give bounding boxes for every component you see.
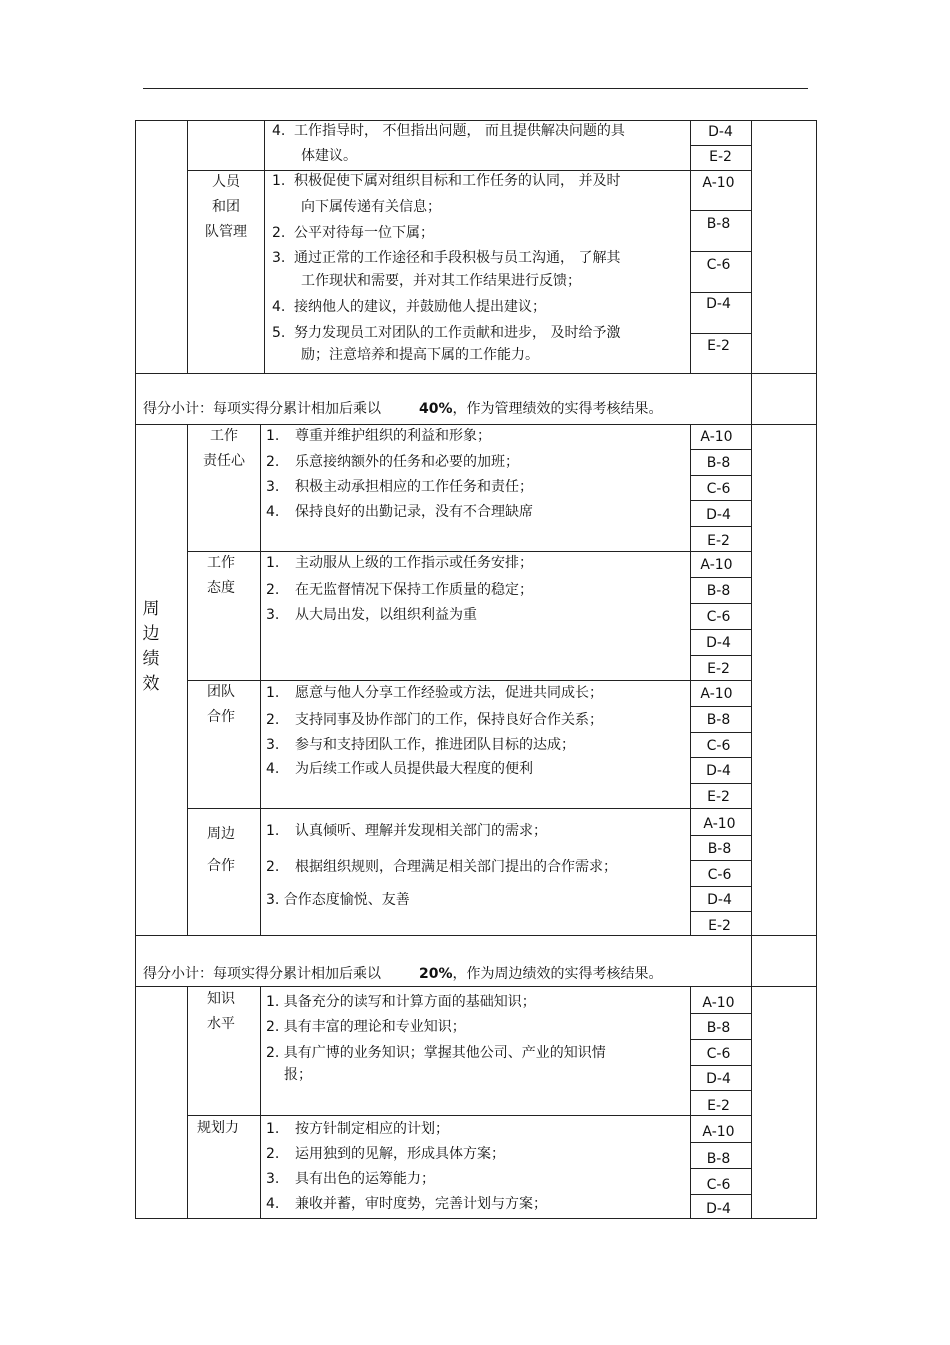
grid-line — [135, 1218, 816, 1219]
grid-line — [135, 120, 816, 121]
criterion-item: 3. 积极主动承担相应的工作任务和责任； — [266, 479, 533, 495]
grid-line — [690, 500, 751, 501]
grade-cell: B-8 — [706, 455, 731, 471]
criterion-item: 2. 根据组织规则，合理满足相关部门提出的合作需求； — [266, 859, 617, 875]
grade-cell: C-6 — [706, 609, 731, 625]
grid-line — [690, 210, 751, 211]
grid-line — [187, 1115, 751, 1116]
criterion-item: 3. 具有出色的运筹能力； — [266, 1171, 435, 1187]
subtotal-peripheral: 得分小计：每项实得分累计相加后乘以 20%，作为周边绩效的实得考核结果。 — [143, 966, 663, 982]
grid-line — [690, 603, 751, 604]
grade-cell: E-2 — [709, 149, 732, 165]
grade-cell: E-2 — [707, 338, 730, 354]
grade-cell: C-6 — [706, 1046, 731, 1062]
grade-cell: D-4 — [706, 1201, 731, 1217]
grid-line — [135, 373, 816, 374]
criterion-item: 2. 运用独到的见解，形成具体方案； — [266, 1146, 505, 1162]
grid-line — [690, 1168, 751, 1169]
criterion-item-cont: 体建议。 — [301, 148, 357, 164]
grade-cell: C-6 — [706, 257, 731, 273]
category-char: 效 — [142, 674, 160, 694]
grid-line — [690, 577, 751, 578]
grade-cell: A-10 — [700, 686, 733, 702]
grid-line — [690, 783, 751, 784]
grid-line — [690, 706, 751, 707]
grade-cell: C-6 — [706, 738, 731, 754]
grid-line — [690, 145, 751, 146]
grid-line — [690, 757, 751, 758]
criterion-item: 1. 具备充分的读写和计算方面的基础知识； — [266, 994, 536, 1010]
grid-line — [690, 911, 751, 912]
grade-cell: A-10 — [700, 557, 733, 573]
grade-cell: E-2 — [707, 1098, 730, 1114]
header-rule — [143, 88, 808, 89]
criterion-item: 3. 参与和支持团队工作，推进团队目标的达成； — [266, 737, 575, 753]
grade-cell: C-6 — [706, 481, 731, 497]
grid-line — [690, 655, 751, 656]
category-char: 边 — [142, 624, 160, 644]
criterion-item: 2. 公平对待每一位下属； — [272, 225, 434, 241]
grade-cell: D-4 — [706, 635, 731, 651]
subcategory-teamwork: 团队 合作 — [207, 684, 235, 725]
criterion-item-cont: 报； — [284, 1067, 312, 1083]
criterion-item: 3. 合作态度愉悦、友善 — [266, 892, 410, 908]
grid-line — [690, 251, 751, 252]
grade-cell: D-4 — [706, 1071, 731, 1087]
score-column-divider — [751, 120, 752, 1219]
grid-line — [690, 835, 751, 836]
grid-line — [187, 808, 751, 809]
table-border-right — [816, 120, 817, 1219]
grid-line — [690, 1013, 751, 1014]
grid-line — [690, 732, 751, 733]
grid-line — [690, 1090, 751, 1091]
criterion-item: 1. 积极促使下属对组织目标和工作任务的认同， 并及时 — [272, 173, 621, 189]
grid-line — [690, 629, 751, 630]
criterion-item: 2. 具有丰富的理论和专业知识； — [266, 1019, 466, 1035]
grid-line — [690, 1142, 751, 1143]
table-border-left — [135, 120, 136, 1219]
grid-line — [690, 860, 751, 861]
criterion-item-cont: 励；注意培养和提高下属的工作能力。 — [301, 347, 539, 363]
grade-cell: B-8 — [706, 712, 731, 728]
grade-cell: A-10 — [700, 429, 733, 445]
criterion-item-cont: 工作现状和需要，并对其工作结果进行反馈； — [301, 273, 581, 289]
grid-line — [690, 1039, 751, 1040]
subcategory-responsibility: 工作 责任心 — [203, 428, 245, 469]
grid-line — [690, 1194, 751, 1195]
criterion-item: 1. 认真倾听、理解并发现相关部门的需求； — [266, 823, 547, 839]
grid-line — [690, 333, 751, 334]
grade-cell: D-4 — [706, 507, 731, 523]
criterion-item-cont: 向下属传递有关信息； — [301, 199, 441, 215]
criterion-item: 3. 从大局出发，以组织利益为重 — [266, 607, 477, 623]
grade-cell: E-2 — [707, 661, 730, 677]
grade-cell: A-10 — [702, 995, 735, 1011]
grade-cell: B-8 — [707, 841, 732, 857]
criterion-item: 4. 工作指导时， 不但指出问题， 而且提供解决问题的具 — [272, 123, 625, 139]
subcategory-planning: 规划力 — [197, 1120, 239, 1136]
grid-line — [264, 120, 265, 373]
criterion-item: 4. 兼收并蓄，审时度势，完善计划与方案； — [266, 1196, 547, 1212]
subcategory-knowledge: 知识 水平 — [207, 991, 235, 1032]
criterion-item: 1. 主动服从上级的工作指示或任务安排； — [266, 555, 533, 571]
grade-cell: C-6 — [707, 867, 732, 883]
grid-line — [690, 886, 751, 887]
criterion-item: 2. 在无监督情况下保持工作质量的稳定； — [266, 582, 533, 598]
subcategory-people-team: 人员 和团 队管理 — [205, 174, 247, 240]
subcategory-attitude: 工作 态度 — [207, 555, 235, 596]
criterion-item: 4. 接纳他人的建议，并鼓励他人提出建议； — [272, 299, 546, 315]
criterion-item: 2. 具有广博的业务知识；掌握其他公司、产业的知识情 — [266, 1045, 606, 1061]
criterion-item: 2. 乐意接纳额外的任务和必要的加班； — [266, 454, 519, 470]
grade-cell: D-4 — [707, 892, 732, 908]
grid-line — [187, 170, 751, 171]
grade-cell: E-2 — [708, 918, 731, 934]
grid-line — [135, 935, 816, 936]
criterion-item: 4. 为后续工作或人员提供最大程度的便利 — [266, 761, 533, 777]
grade-cell: B-8 — [706, 583, 731, 599]
grid-line — [187, 120, 188, 373]
grade-cell: B-8 — [706, 1020, 731, 1036]
grid-line — [260, 986, 261, 1219]
grid-line — [690, 475, 751, 476]
grade-cell: C-6 — [706, 1177, 731, 1193]
criterion-item: 3. 通过正常的工作途径和手段积极与员工沟通， 了解其 — [272, 250, 621, 266]
criterion-item: 1. 按方针制定相应的计划； — [266, 1121, 449, 1137]
grade-cell: B-8 — [706, 1151, 731, 1167]
grade-cell: D-4 — [706, 763, 731, 779]
grade-cell: D-4 — [706, 296, 731, 312]
criterion-item: 2. 支持同事及协作部门的工作，保持良好合作关系； — [266, 712, 603, 728]
subcategory-cross-dept: 周边 合作 — [207, 826, 235, 874]
grade-cell: A-10 — [702, 175, 735, 191]
subtotal-management: 得分小计：每项实得分累计相加后乘以 40%，作为管理绩效的实得考核结果。 — [143, 401, 663, 417]
category-char: 绩 — [142, 649, 160, 669]
criterion-item: 5. 努力发现员工对团队的工作贡献和进步， 及时给予激 — [272, 325, 621, 341]
criterion-item: 4. 保持良好的出勤记录，没有不合理缺席 — [266, 504, 533, 520]
grid-line — [187, 680, 751, 681]
grid-line — [690, 449, 751, 450]
grade-cell: B-8 — [706, 216, 731, 232]
grid-line — [187, 551, 751, 552]
grid-line — [690, 526, 751, 527]
grade-cell: E-2 — [707, 533, 730, 549]
criterion-item: 1. 愿意与他人分享工作经验或方法，促进共同成长； — [266, 685, 603, 701]
grade-cell: D-4 — [708, 124, 733, 140]
grade-cell: A-10 — [702, 1124, 735, 1140]
grid-line — [690, 292, 751, 293]
grade-cell: A-10 — [703, 816, 736, 832]
grade-cell: E-2 — [707, 789, 730, 805]
category-char: 周 — [142, 599, 160, 619]
grid-line — [690, 1065, 751, 1066]
criterion-item: 1. 尊重并维护组织的利益和形象； — [266, 428, 491, 444]
